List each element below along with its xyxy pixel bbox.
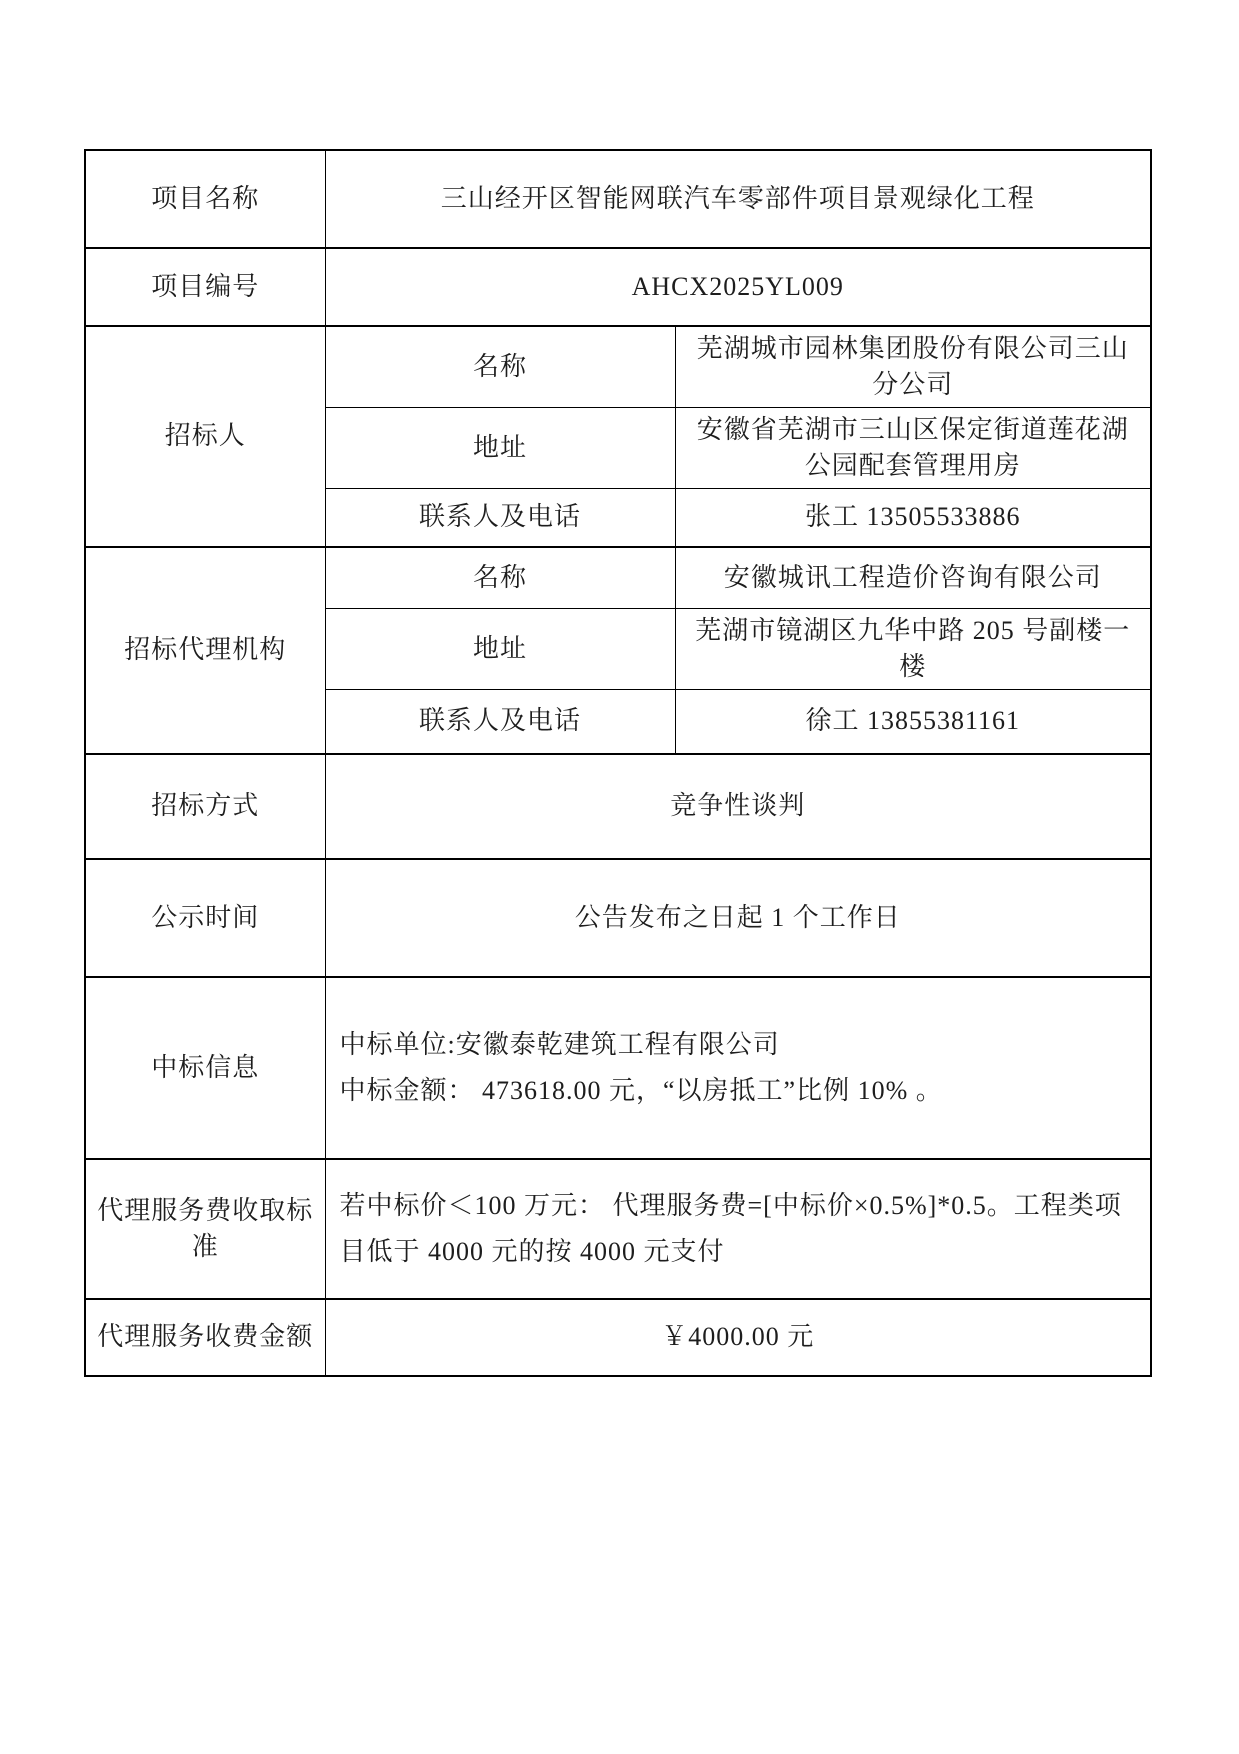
tenderer-address-label: 地址 [325, 408, 675, 489]
table-row [85, 326, 1151, 408]
tender-method-label: 招标方式 [85, 754, 325, 859]
agency-name-value: 安徽城讯工程造价咨询有限公司 [675, 547, 1151, 609]
table-row [85, 1159, 1151, 1299]
table-row [85, 1299, 1151, 1376]
table-row [85, 977, 1151, 1159]
tenderer-address-value: 安徽省芜湖市三山区保定街道莲花湖公园配套管理用房 [675, 408, 1151, 489]
agency-fee-standard-value: 若中标价＜100 万元： 代理服务费=[中标价×0.5%]*0.5。工程类项目低于 4000 元的按 4000 元支付 [325, 1159, 1151, 1299]
publicity-period-label: 公示时间 [85, 859, 325, 977]
agency-contact-label: 联系人及电话 [325, 690, 675, 754]
tender-method-value: 竞争性谈判 [325, 754, 1151, 859]
agency-fee-amount-label: 代理服务收费金额 [85, 1299, 325, 1376]
table-row [85, 859, 1151, 977]
tender-announcement-table [84, 149, 1152, 1377]
agency-address-value: 芜湖市镜湖区九华中路 205 号副楼一楼 [675, 609, 1151, 690]
table-row [85, 547, 1151, 609]
project-number-label: 项目编号 [85, 248, 325, 326]
agency-fee-amount-value: ￥4000.00 元 [325, 1299, 1151, 1376]
project-name-label: 项目名称 [85, 150, 325, 248]
publicity-period-value: 公告发布之日起 1 个工作日 [325, 859, 1151, 977]
tenderer-name-label: 名称 [325, 326, 675, 408]
tenderer-name-value: 芜湖城市园林集团股份有限公司三山分公司 [675, 326, 1151, 408]
award-info-value [325, 977, 1151, 1159]
agency-contact-value: 徐工 13855381161 [675, 690, 1151, 754]
agency-fee-standard-label: 代理服务费收取标准 [85, 1159, 325, 1299]
agency-label: 招标代理机构 [85, 547, 325, 754]
tenderer-label: 招标人 [85, 326, 325, 547]
agency-name-label: 名称 [325, 547, 675, 609]
tenderer-contact-value: 张工 13505533886 [675, 489, 1151, 547]
table-row [85, 754, 1151, 859]
agency-address-label: 地址 [325, 609, 675, 690]
tenderer-contact-label: 联系人及电话 [325, 489, 675, 547]
award-info-label: 中标信息 [85, 977, 325, 1159]
award-winner-line: 中标单位:安徽泰乾建筑工程有限公司 [339, 1029, 780, 1059]
table-row [85, 248, 1151, 326]
project-name-value: 三山经开区智能网联汽车零部件项目景观绿化工程 [325, 150, 1151, 248]
award-amount-line: 中标金额： 473618.00 元，“以房抵工”比例 10% 。 [339, 1075, 943, 1105]
project-number-value: AHCX2025YL009 [325, 248, 1151, 326]
table-row [85, 150, 1151, 248]
